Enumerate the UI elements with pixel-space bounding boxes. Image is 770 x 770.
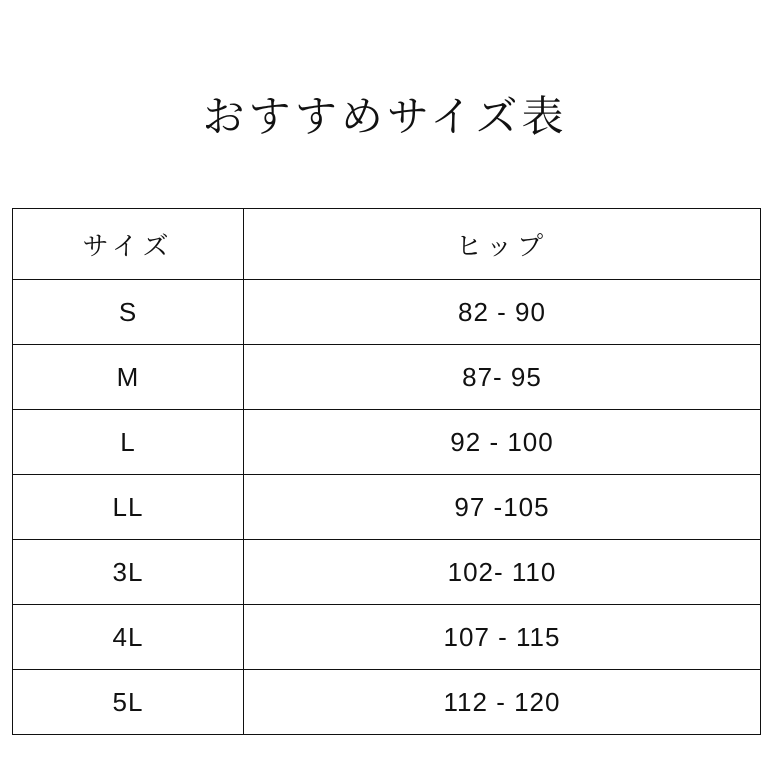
table-row <box>13 605 761 670</box>
table-row <box>13 670 761 735</box>
cell-size: L <box>13 410 244 475</box>
table-row <box>13 410 761 475</box>
cell-hip: 107 - 115 <box>244 605 761 670</box>
cell-hip: 102- 110 <box>244 540 761 605</box>
table-header-row <box>13 209 761 280</box>
cell-size: 3L <box>13 540 244 605</box>
table-header-size: サイズ <box>13 209 244 280</box>
table-row <box>13 475 761 540</box>
table-header-hip: ヒップ <box>244 209 761 280</box>
cell-hip: 87- 95 <box>244 345 761 410</box>
cell-hip: 92 - 100 <box>244 410 761 475</box>
cell-hip: 82 - 90 <box>244 280 761 345</box>
table-row <box>13 540 761 605</box>
cell-hip: 97 -105 <box>244 475 761 540</box>
page-title: おすすめサイズ表 <box>202 93 568 140</box>
cell-size: 4L <box>13 605 244 670</box>
cell-size: M <box>13 345 244 410</box>
cell-size: LL <box>13 475 244 540</box>
cell-size: S <box>13 280 244 345</box>
table-row <box>13 280 761 345</box>
cell-hip: 112 - 120 <box>244 670 761 735</box>
cell-size: 5L <box>13 670 244 735</box>
table-row <box>13 345 761 410</box>
size-table <box>12 208 761 735</box>
